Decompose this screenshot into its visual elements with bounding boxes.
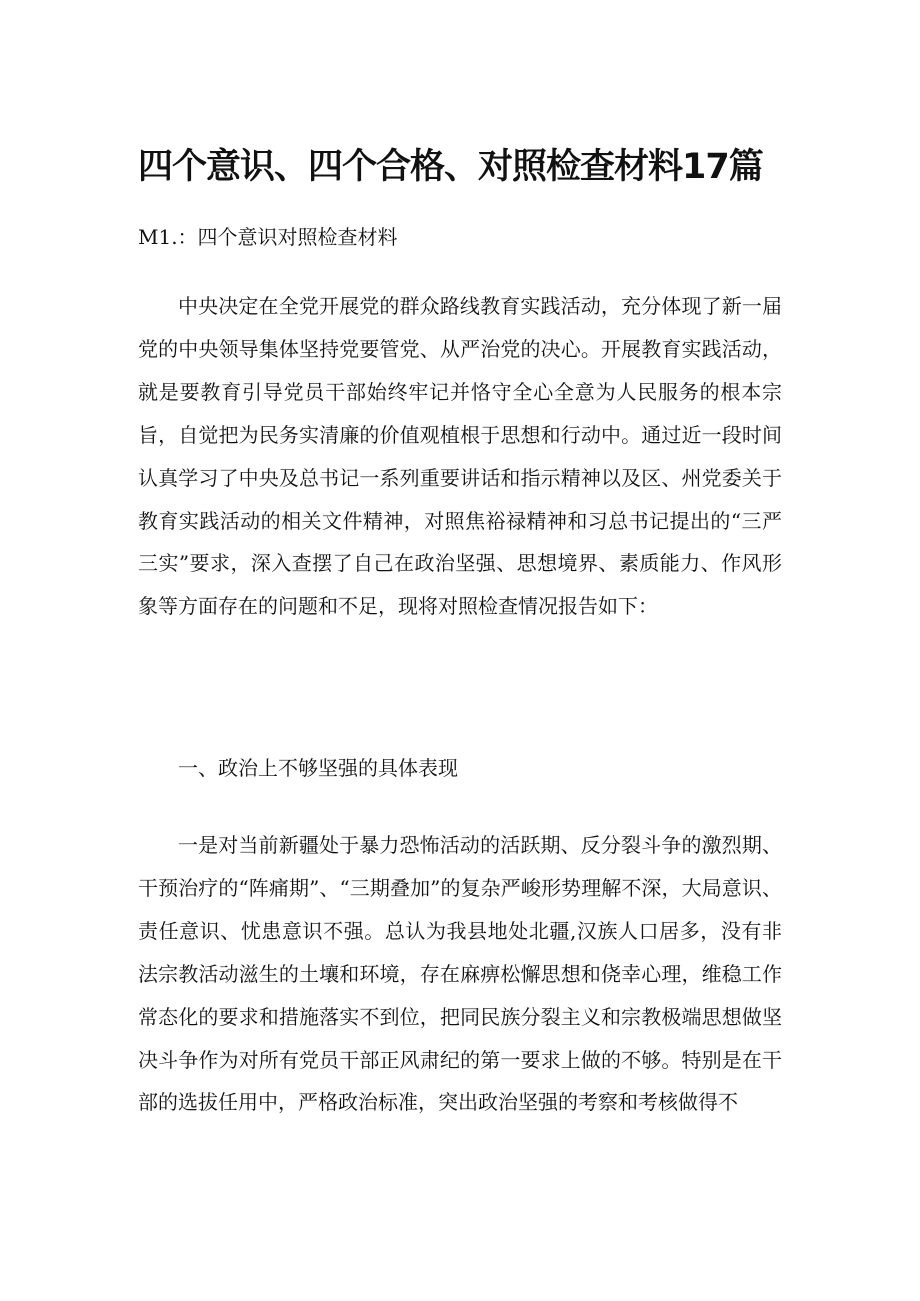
document-subtitle: M1.：四个意识对照检查材料 bbox=[138, 225, 398, 249]
section-heading: 一、政治上不够坚强的具体表现 bbox=[178, 756, 458, 780]
body-paragraph: 一是对当前新疆处于暴力恐怖活动的活跃期、反分裂斗争的激烈期、干预治疗的“阵痛期”、“三期叠加”的复杂严峻形势理解不深，大局意识、责任意识、忧患意识不强。总认为我县地处北疆,汉族人口居多，没有非法宗教活动滋生的土壤和环境，存在麻痹松懈思想和侥幸心理，维稳工作常态化的要求和措施落实不到位，把同民族分裂主义和宗教极端思想做坚决斗争作为对所有党员干部正风肃纪的第一要求上做的不够。特别是在干部的选拔任用中，严格政治标准，突出政治坚强的考察和考核做得不 bbox=[138, 833, 782, 1115]
document-title: 四个意识、四个合格、对照检查材料17篇 bbox=[138, 147, 763, 187]
body-paragraph: 中央决定在全党开展党的群众路线教育实践活动，充分体现了新一届党的中央领导集体坚持党要管党、从严治党的决心。开展教育实践活动，就是要教育引导党员干部始终牢记并恪守全心全意为人民服务的根本宗旨，自觉把为民务实清廉的价值观植根于思想和行动中。通过近一段时间认真学习了中央及总书记一系列重要讲话和指示精神以及区、州党委关于教育实践活动的相关文件精神，对照焦裕禄精神和习总书记提出的“三严三实”要求，深入查摆了自己在政治坚强、思想境界、素质能力、作风形象等方面存在的问题和不足，现将对照检查情况报告如下： bbox=[138, 294, 782, 619]
